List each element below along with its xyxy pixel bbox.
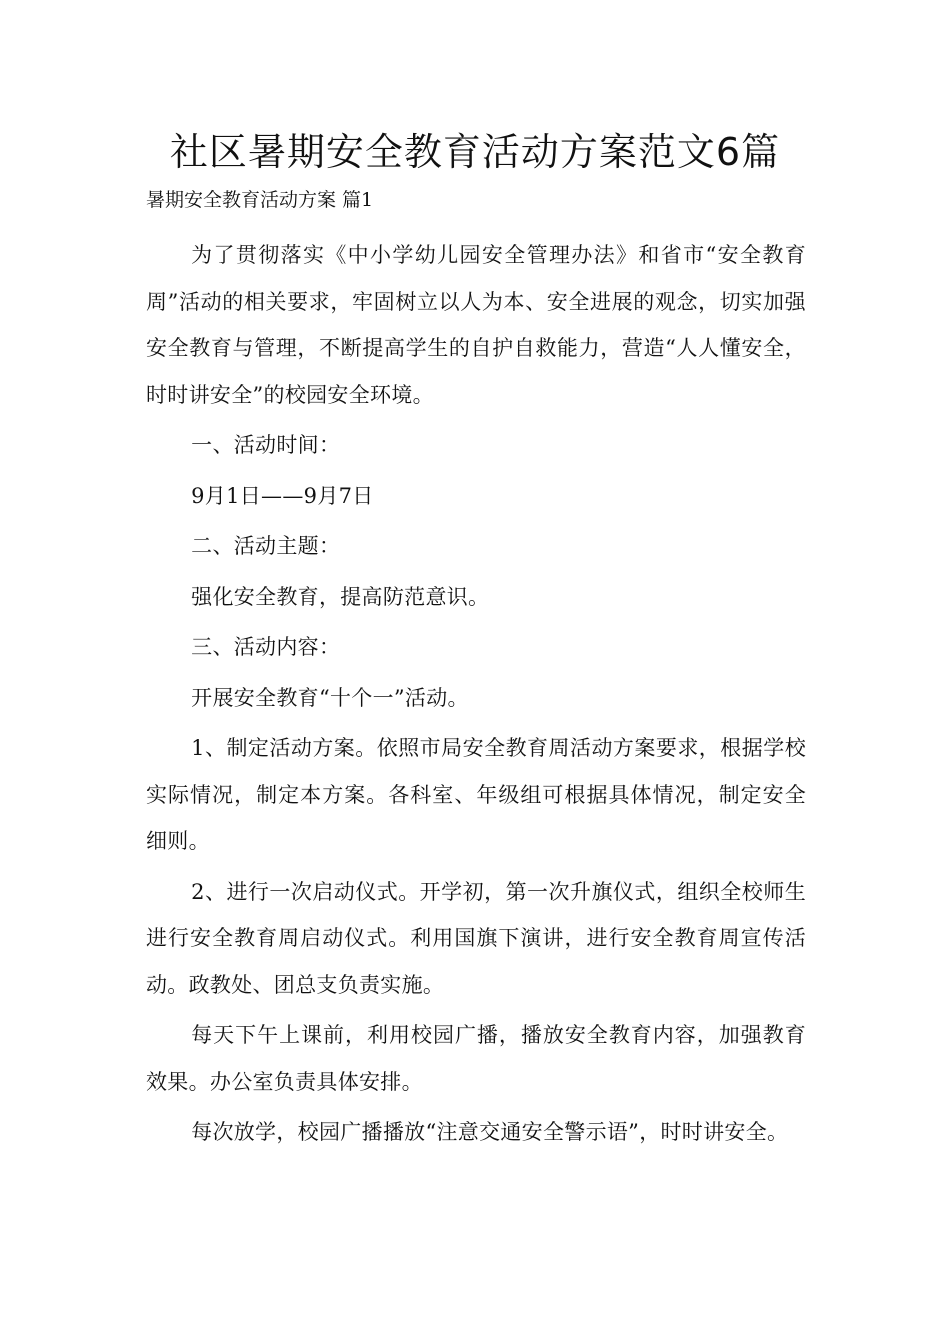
paragraph-intro: 为了贯彻落实《中小学幼儿园安全管理办法》和省市“安全教育周”活动的相关要求，牢固树立以人为本、安全进展的观念，切实加强安全教育与管理，不断提高学生的自护自救能力，营造“人人懂安全，时时讲安全”的校园安全环境。: [146, 243, 806, 407]
paragraph-item-1: 1、制定活动方案。依照市局安全教育周活动方案要求，根据学校实际情况，制定本方案。各科室、年级组可根据具体情况，制定安全细则。: [146, 736, 806, 853]
paragraph-activity-theme: 强化安全教育，提高防范意识。: [191, 584, 490, 609]
paragraph-ten-activities: 开展安全教育“十个一”活动。: [191, 685, 469, 710]
heading-activity-content: 三、活动内容：: [191, 635, 341, 659]
heading-activity-time: 一、活动时间：: [191, 433, 341, 457]
section-subtitle: 暑期安全教育活动方案 篇1: [146, 189, 374, 211]
paragraph-daily-broadcast: 每天下午上课前，利用校园广播，播放安全教育内容，加强教育效果。办公室负责具体安排。: [146, 1023, 806, 1094]
document-title: 社区暑期安全教育活动方案范文6篇: [169, 130, 781, 174]
paragraph-dismissal-broadcast: 每次放学，校园广播播放“注意交通安全警示语”，时时讲安全。: [191, 1120, 789, 1144]
document-body: [146, 232, 806, 1160]
heading-activity-theme: 二、活动主题：: [191, 534, 341, 558]
paragraph-item-2: 2、进行一次启动仪式。开学初，第一次升旗仪式，组织全校师生进行安全教育周启动仪式。利用国旗下演讲，进行安全教育周宣传活动。政教处、团总支负责实施。: [146, 879, 806, 997]
paragraph-activity-dates: 9月1日——9月7日: [191, 483, 374, 508]
